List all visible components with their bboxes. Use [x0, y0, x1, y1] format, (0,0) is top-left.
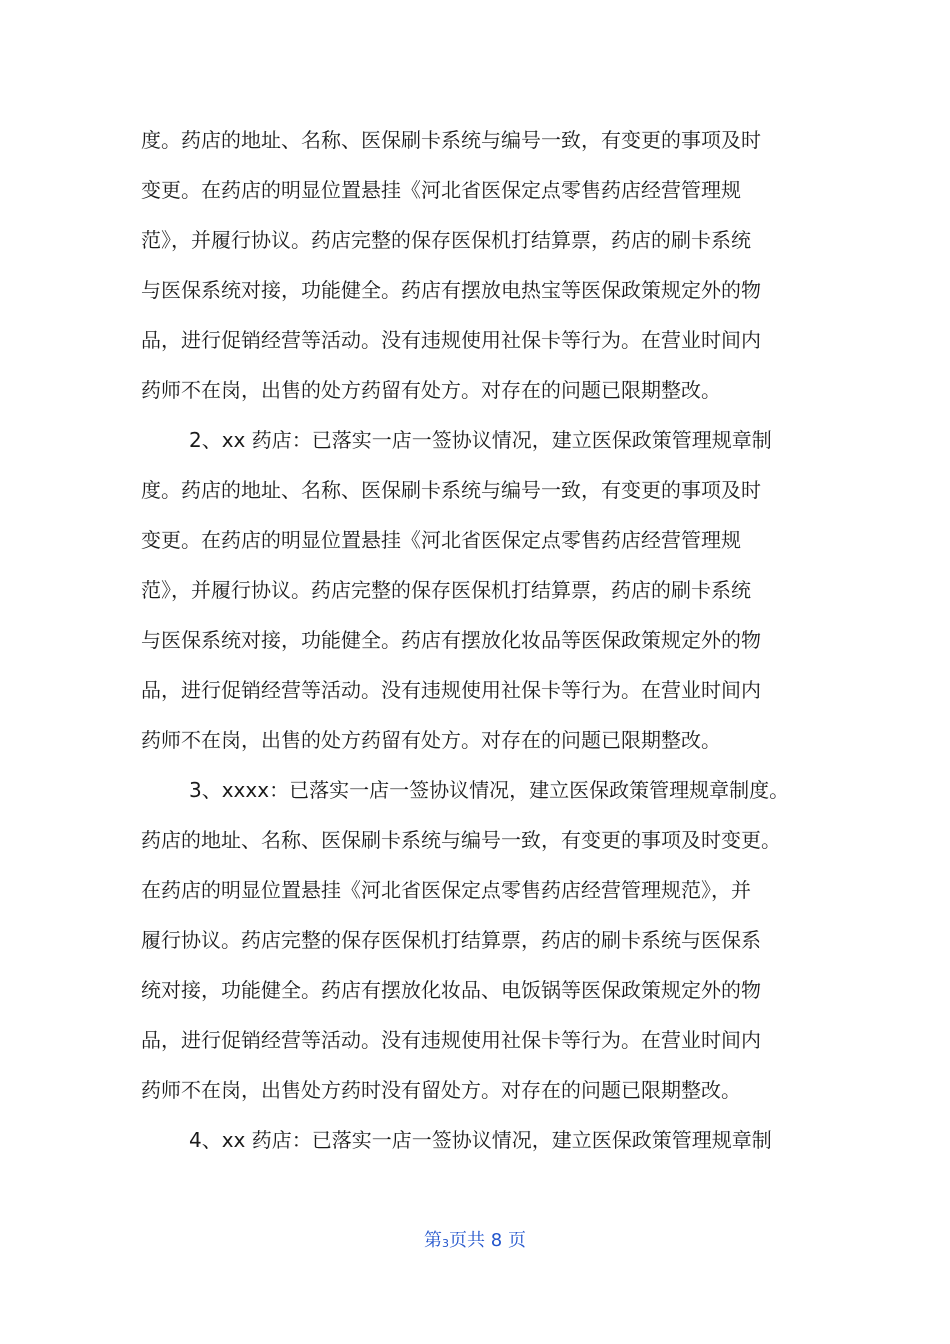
text-line: 品，进行促销经营等活动。没有违规使用社保卡等行为。在营业时间内 [141, 1028, 761, 1052]
text-line: 变更。在药店的明显位置悬挂《河北省医保定点零售药店经营管理规 [141, 178, 741, 202]
page-footer [0, 1226, 950, 1252]
footer-total-pages: 8 [490, 1230, 503, 1251]
text-line: 与医保系统对接，功能健全。药店有摆放电热宝等医保政策规定外的物 [141, 278, 761, 302]
text-line: 履行协议。药店完整的保存医保机打结算票，药店的刷卡系统与医保系 [141, 928, 761, 952]
text-line: 药师不在岗，出售处方药时没有留处方。对存在的问题已限期整改。 [141, 1078, 741, 1102]
text-line: 药师不在岗，出售的处方药留有处方。对存在的问题已限期整改。 [141, 728, 721, 752]
text-line: 药师不在岗，出售的处方药留有处方。对存在的问题已限期整改。 [141, 378, 721, 402]
text-line: 变更。在药店的明显位置悬挂《河北省医保定点零售药店经营管理规 [141, 528, 741, 552]
text-line: 品，进行促销经营等活动。没有违规使用社保卡等行为。在营业时间内 [141, 328, 761, 352]
text-line: 在药店的明显位置悬挂《河北省医保定点零售药店经营管理规范》，并 [141, 878, 751, 902]
footer-middle: 页共 [449, 1230, 486, 1251]
document-body [141, 118, 821, 1168]
text-line: 与医保系统对接，功能健全。药店有摆放化妆品等医保政策规定外的物 [141, 628, 761, 652]
text-line: 药店的地址、名称、医保刷卡系统与编号一致，有变更的事项及时变更。 [141, 828, 781, 852]
text-line: 度。药店的地址、名称、医保刷卡系统与编号一致，有变更的事项及时 [141, 478, 761, 502]
text-line: 范》，并履行协议。药店完整的保存医保机打结算票，药店的刷卡系统 [141, 228, 751, 252]
text-line: 度。药店的地址、名称、医保刷卡系统与编号一致，有变更的事项及时 [141, 128, 761, 152]
paragraph-first-line: 2、xx 药店：已落实一店一签协议情况，建立医保政策管理规章制 [189, 428, 772, 452]
text-line: 品，进行促销经营等活动。没有违规使用社保卡等行为。在营业时间内 [141, 678, 761, 702]
footer-prefix: 第 [424, 1230, 443, 1251]
text-line: 范》，并履行协议。药店完整的保存医保机打结算票，药店的刷卡系统 [141, 578, 751, 602]
paragraph-first-line: 4、xx 药店：已落实一店一签协议情况，建立医保政策管理规章制 [189, 1128, 772, 1152]
paragraph-first-line: 3、xxxx：已落实一店一签协议情况，建立医保政策管理规章制度。 [189, 778, 790, 802]
text-line: 统对接，功能健全。药店有摆放化妆品、电饭锅等医保政策规定外的物 [141, 978, 761, 1002]
footer-suffix: 页 [507, 1230, 526, 1251]
footer-page-number: 3 [442, 1237, 450, 1250]
